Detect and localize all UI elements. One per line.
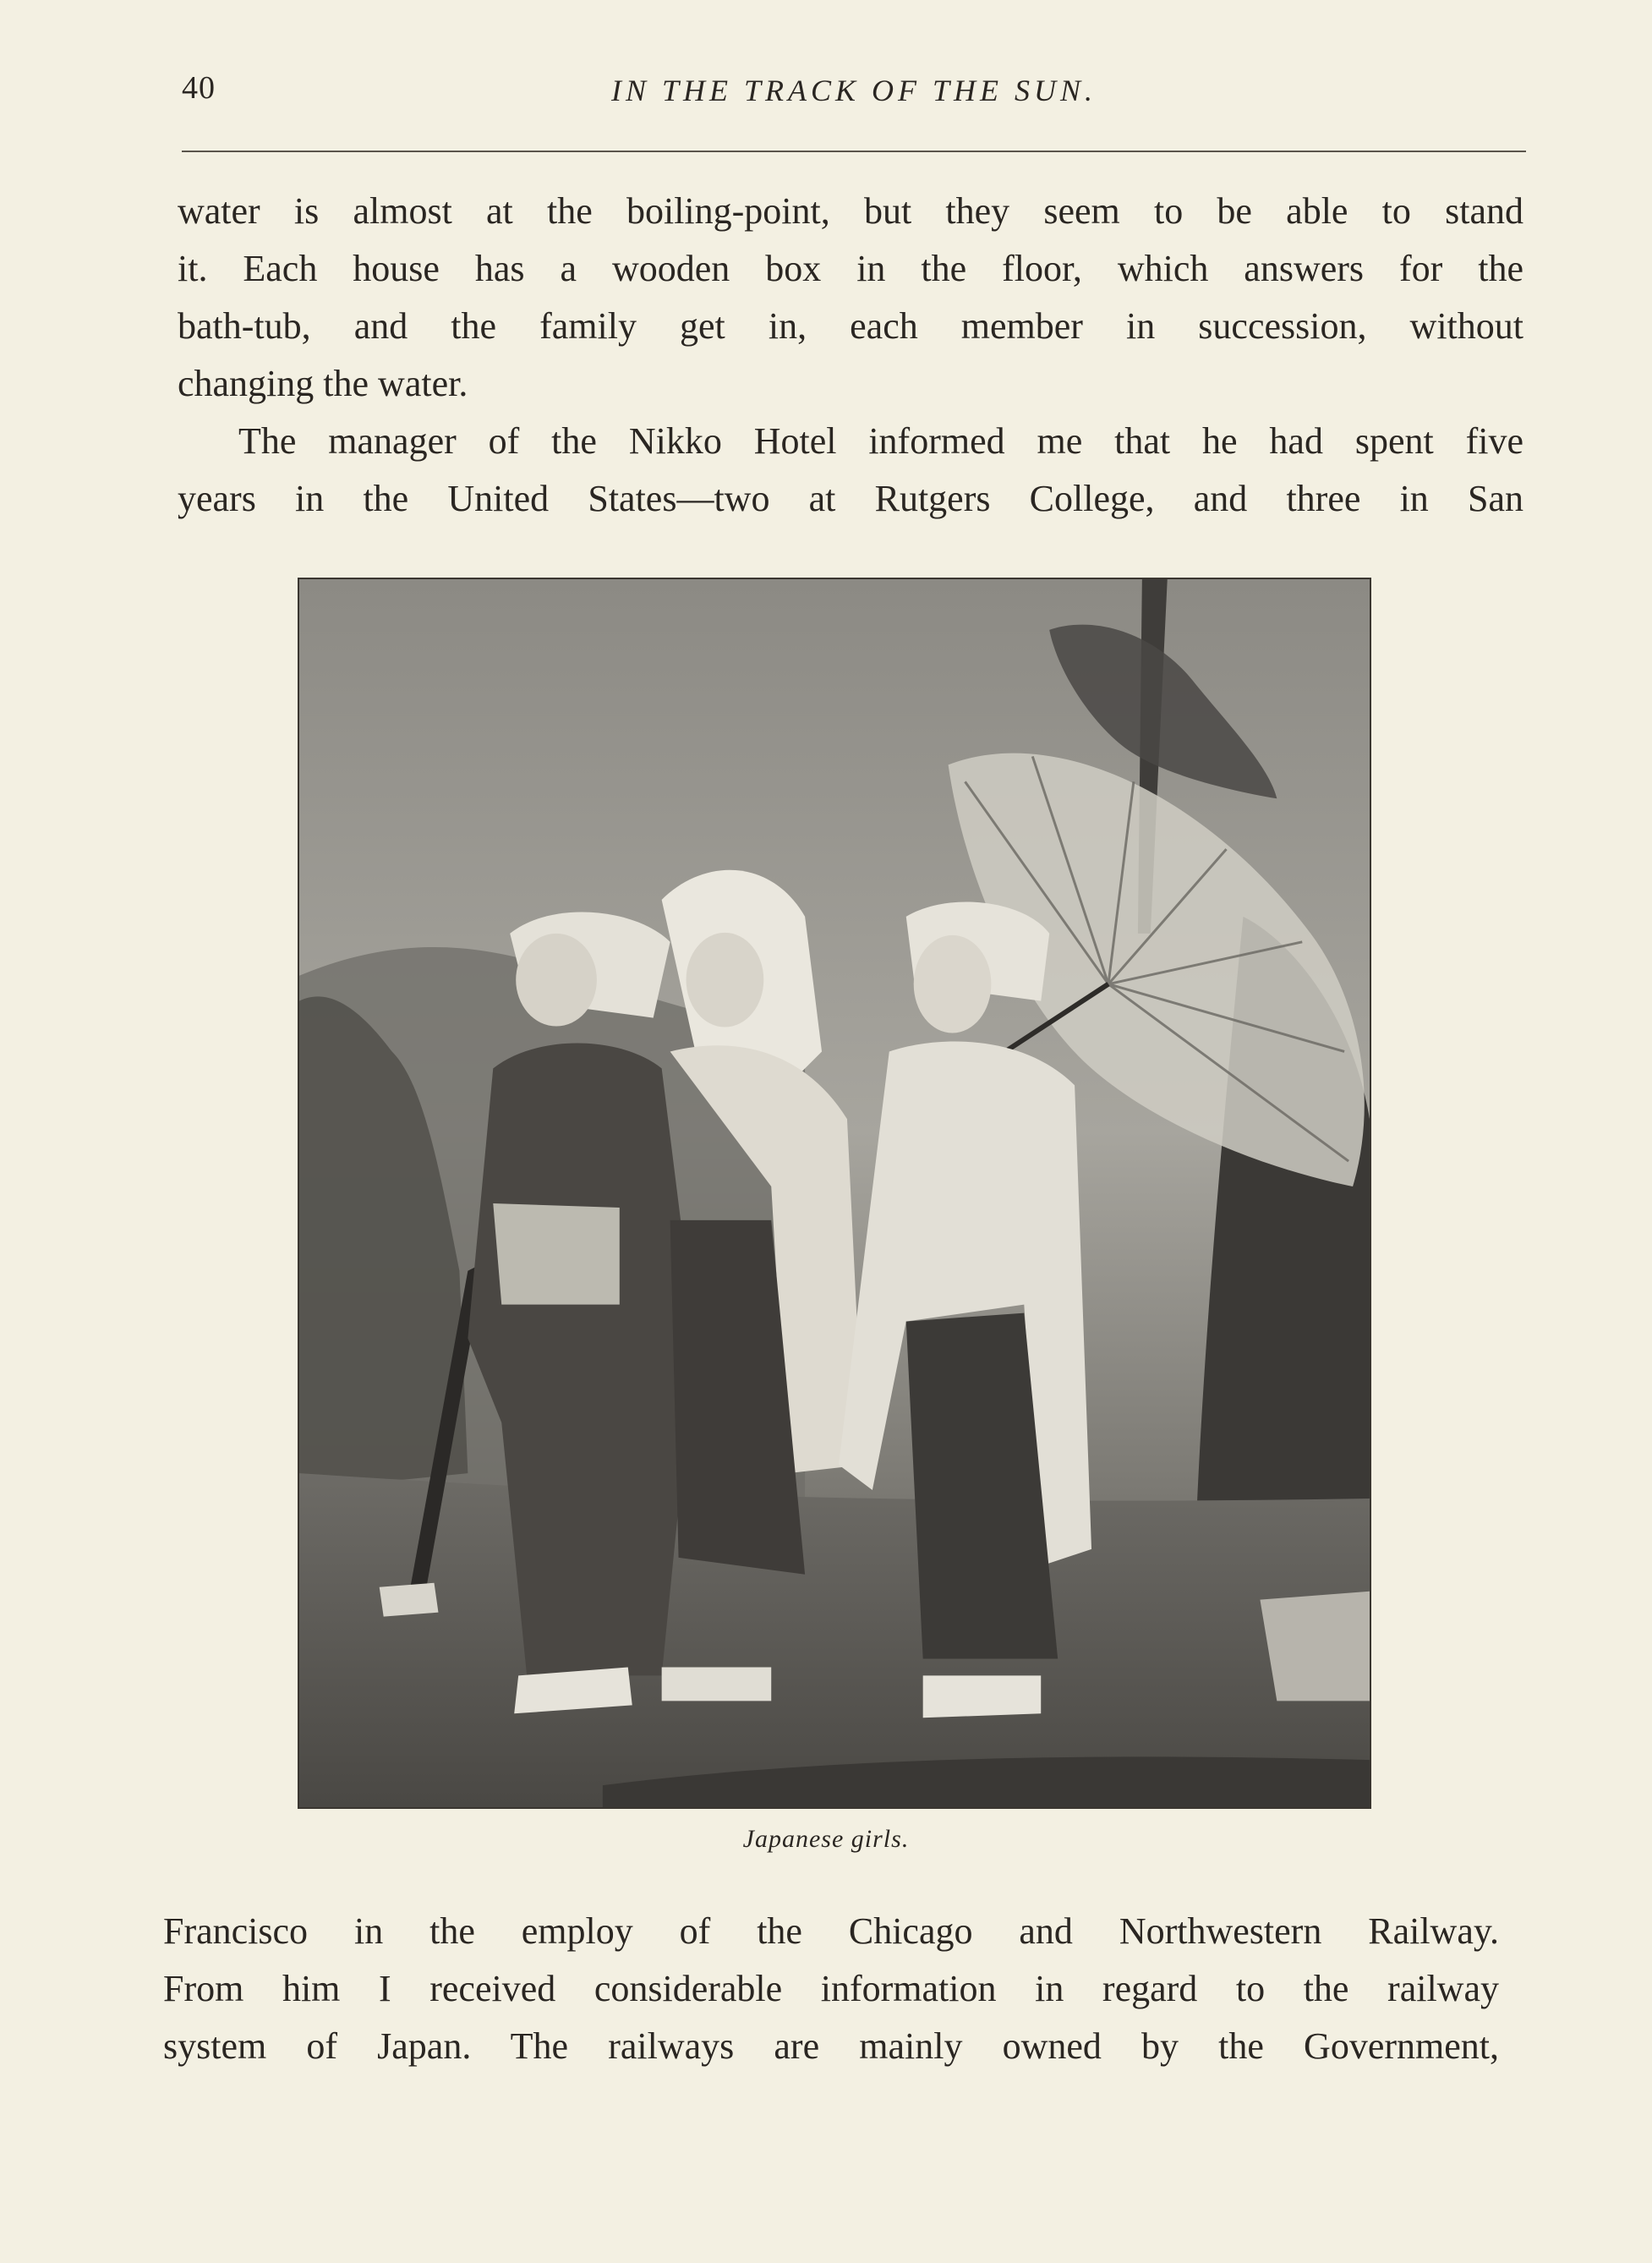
page-header bbox=[182, 69, 1526, 120]
header-rule bbox=[182, 151, 1526, 152]
body-text-bottom bbox=[163, 1903, 1499, 2075]
text-line: it. Each house has a wooden box in the floor, which answers for the bbox=[178, 248, 1523, 289]
text-line: From him I received considerable information in regard to the railway bbox=[163, 1968, 1499, 2009]
figure-caption: Japanese girls. bbox=[742, 1825, 910, 1853]
body-text-top bbox=[178, 183, 1523, 528]
text-line: changing the water. bbox=[178, 363, 468, 404]
page-number: 40 bbox=[182, 70, 216, 106]
text-line: bath-tub, and the family get in, each member in succession, without bbox=[178, 305, 1523, 347]
text-line: system of Japan. The railways are mainly owned by the Government, bbox=[163, 2025, 1499, 2067]
text-line: water is almost at the boiling-point, but they seem to be able to stand bbox=[178, 190, 1523, 232]
text-line: The manager of the Nikko Hotel informed me that he had spent five bbox=[238, 420, 1523, 462]
text-line: Francisco in the employ of the Chicago and Northwestern Railway. bbox=[163, 1910, 1499, 1952]
photograph bbox=[298, 578, 1371, 1809]
running-title: IN THE TRACK OF THE SUN. bbox=[610, 74, 1097, 107]
text-line: years in the United States—two at Rutgers College, and three in San bbox=[178, 478, 1523, 519]
photograph-illustration bbox=[299, 579, 1370, 1807]
